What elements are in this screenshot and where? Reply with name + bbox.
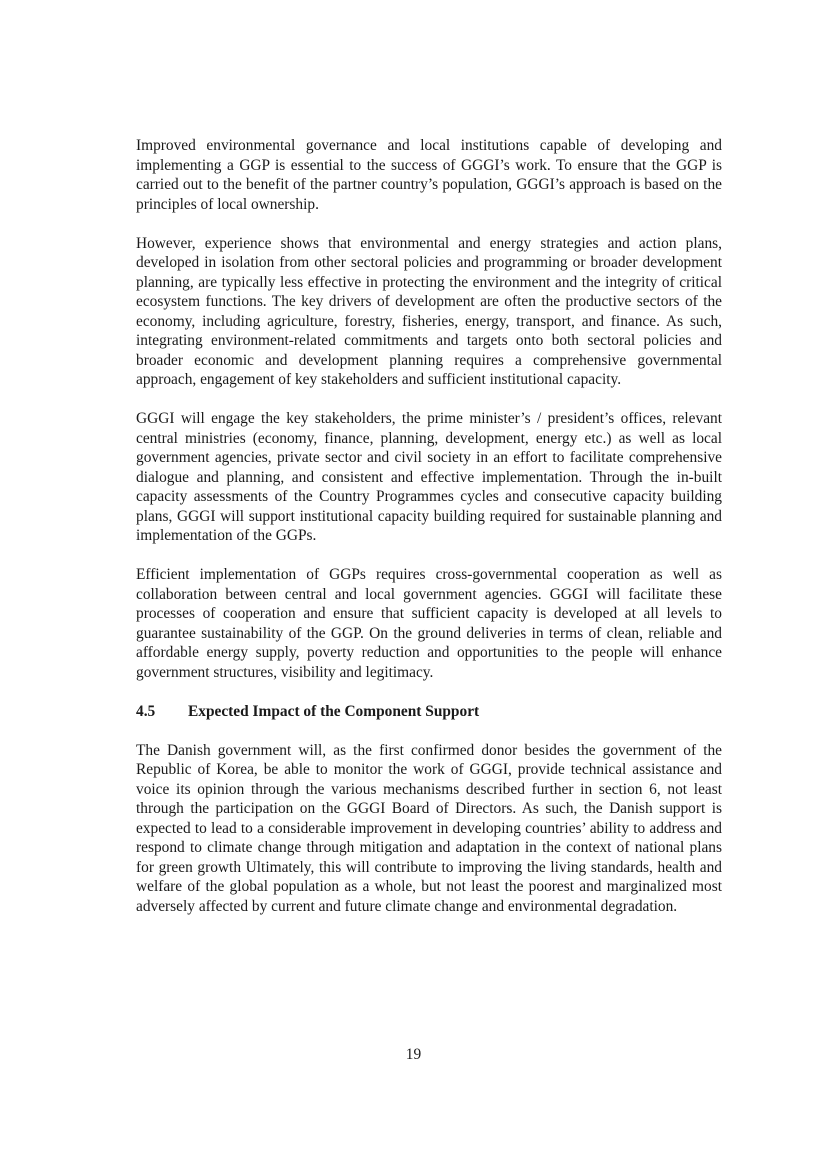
paragraph-implementation: Efficient implementation of GGPs requires cross-governmental cooperation as well as collaboration between central and local government agencies. GGGI will facilitate these processes of cooperation and ensure that sufficient capacity is developed at all levels to guarantee sustainability of the GGP. On the ground deliveries in terms of clean, reliable and affordable energy supply, poverty reduction and opportunities to the people will enhance government structures, visibility and legitimacy. [136, 566, 722, 681]
page-body [136, 136, 722, 916]
paragraph-danish-support: The Danish government will, as the first confirmed donor besides the government of the Republic of Korea, be able to monitor the work of GGGI, provide technical assistance and voice its opinion through the various mechanisms described further in section 6, not least through the participation on the GGGI Board of Directors. As such, the Danish support is expected to lead to a considerable improvement in developing countries’ ability to address and respond to climate change through mitigation and adaptation in the context of national plans for green growth Ultimately, this will contribute to improving the living standards, health and welfare of the global population as a whole, but not least the poorest and marginalized most adversely affected by current and future climate change and environmental degradation. [136, 741, 722, 915]
paragraph-spacer [136, 390, 722, 410]
page-number: 19 [405, 1046, 422, 1063]
paragraph-spacer [136, 214, 722, 234]
paragraph-local-ownership: Improved environmental governance and local institutions capable of developing and implementing a GGP is essential to the success of GGGI’s work. To ensure that the GGP is carried out to the benefit of the partner country’s population, GGGI’s approach is based on the principles of local ownership. [136, 137, 722, 213]
paragraph-integration: However, experience shows that environmental and energy strategies and action plans, developed in isolation from other sectoral policies and programming or broader development planning, are typically less effective in protecting the environment and the integrity of critical ecosystem functions. The key drivers of development are often the productive sectors of the economy, including agriculture, forestry, fisheries, energy, transport, and finance. As such, integrating environment-related commitments and targets onto both sectoral policies and broader economic and development planning requires a comprehensive governmental approach, engagement of key stakeholders and sufficient institutional capacity. [136, 234, 722, 388]
paragraph-spacer [136, 721, 722, 741]
paragraph-spacer [136, 546, 722, 566]
section-number: 4.5 [136, 702, 156, 720]
section-heading [136, 702, 722, 722]
paragraph-stakeholders: GGGI will engage the key stakeholders, the prime minister’s / president’s offices, relevant central ministries (economy, finance, planning, development, energy etc.) as well as local government agencies, private sector and civil society in an effort to facilitate comprehensive dialogue and planning, and consistent and effective implementation. Through the in-built capacity assessments of the Country Programmes cycles and consecutive capacity building plans, GGGI will support institutional capacity building required for sustainable planning and implementation of the GGPs. [136, 410, 722, 544]
section-title: Expected Impact of the Component Support [188, 702, 480, 720]
paragraph-spacer [136, 682, 722, 702]
